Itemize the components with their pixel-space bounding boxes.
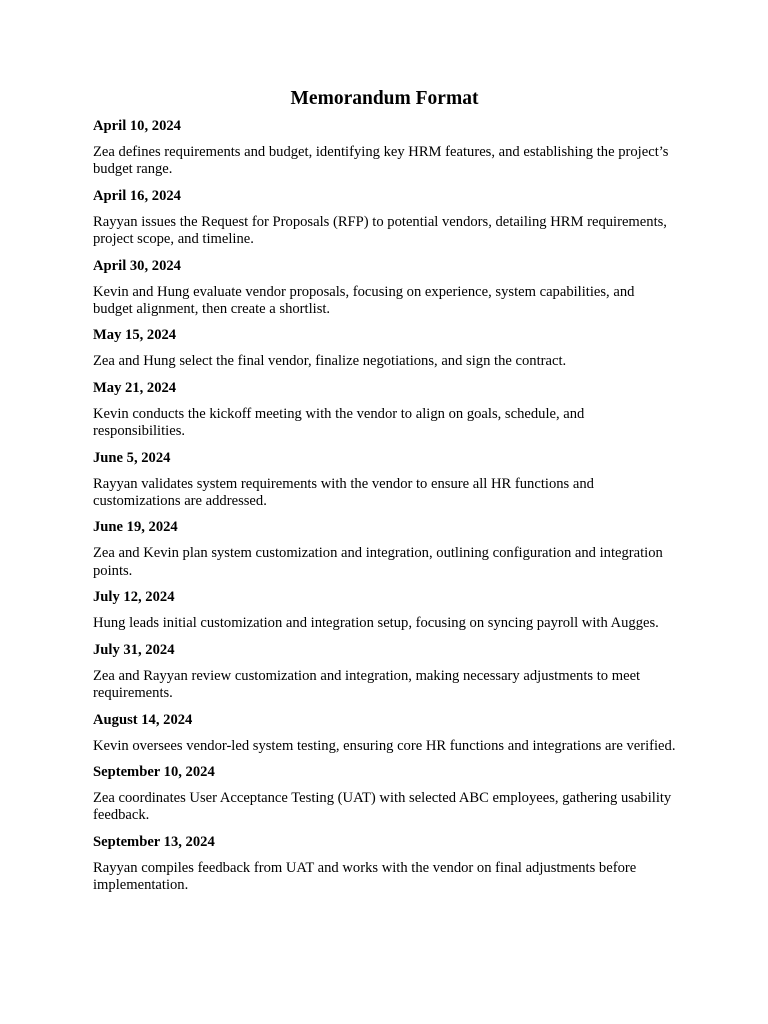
- entry-description: Rayyan issues the Request for Proposals (RFP) to potential vendors, detailing HRM requirements, project scope, and timeline.: [93, 213, 667, 248]
- entry-date: September 13, 2024: [93, 833, 215, 850]
- entry-description: Kevin oversees vendor-led system testing, ensuring core HR functions and integrations are verified.: [93, 737, 676, 754]
- entry-description: Hung leads initial customization and integration setup, focusing on syncing payroll with Augges.: [93, 615, 659, 632]
- timeline-entry: [93, 834, 676, 895]
- entry-description: Kevin and Hung evaluate vendor proposals, focusing on experience, system capabilities, and budget alignment, then create a shortlist.: [93, 283, 635, 318]
- timeline-entry: [93, 118, 676, 179]
- timeline-entry: [93, 642, 676, 703]
- entry-description: Zea and Hung select the final vendor, finalize negotiations, and sign the contract.: [93, 353, 567, 370]
- entry-description: Zea and Kevin plan system customization and integration, outlining configuration and integration points.: [93, 545, 663, 579]
- entry-date: September 10, 2024: [93, 763, 215, 780]
- entry-description: Zea and Rayyan review customization and integration, making necessary adjustments to meet requirements.: [93, 667, 641, 702]
- entry-date: May 15, 2024: [93, 327, 177, 344]
- entry-description: Kevin conducts the kickoff meeting with the vendor to align on goals, schedule, and responsibilities.: [93, 405, 585, 440]
- entry-date: April 10, 2024: [93, 118, 181, 134]
- document-title: Memorandum Format: [290, 88, 479, 109]
- timeline-entry: [93, 712, 676, 755]
- entry-date: July 31, 2024: [93, 641, 175, 658]
- timeline-entry: [93, 589, 676, 632]
- entry-date: April 30, 2024: [93, 257, 181, 274]
- timeline-entry: [93, 327, 676, 370]
- timeline-entry: [93, 764, 676, 825]
- timeline-entry: [93, 258, 676, 319]
- entry-date: July 12, 2024: [93, 589, 175, 606]
- timeline-entry: [93, 519, 676, 580]
- entry-date: June 19, 2024: [93, 519, 178, 536]
- entry-description: Rayyan validates system requirements with the vendor to ensure all HR functions and customizations are addressed.: [93, 475, 594, 510]
- entry-date: April 16, 2024: [93, 187, 181, 204]
- entry-date: August 14, 2024: [93, 711, 193, 728]
- timeline-entries: [93, 118, 676, 895]
- timeline-entry: [93, 380, 676, 441]
- entry-description: Zea defines requirements and budget, identifying key HRM features, and establishing the project’s budget range.: [93, 144, 669, 178]
- entry-description: Zea coordinates User Acceptance Testing (UAT) with selected ABC employees, gathering usability feedback.: [93, 789, 672, 824]
- entry-date: June 5, 2024: [93, 449, 171, 466]
- entry-date: May 21, 2024: [93, 379, 177, 396]
- entry-description: Rayyan compiles feedback from UAT and works with the vendor on final adjustments before implementation.: [93, 859, 637, 894]
- timeline-entry: [93, 450, 676, 511]
- timeline-entry: [93, 188, 676, 249]
